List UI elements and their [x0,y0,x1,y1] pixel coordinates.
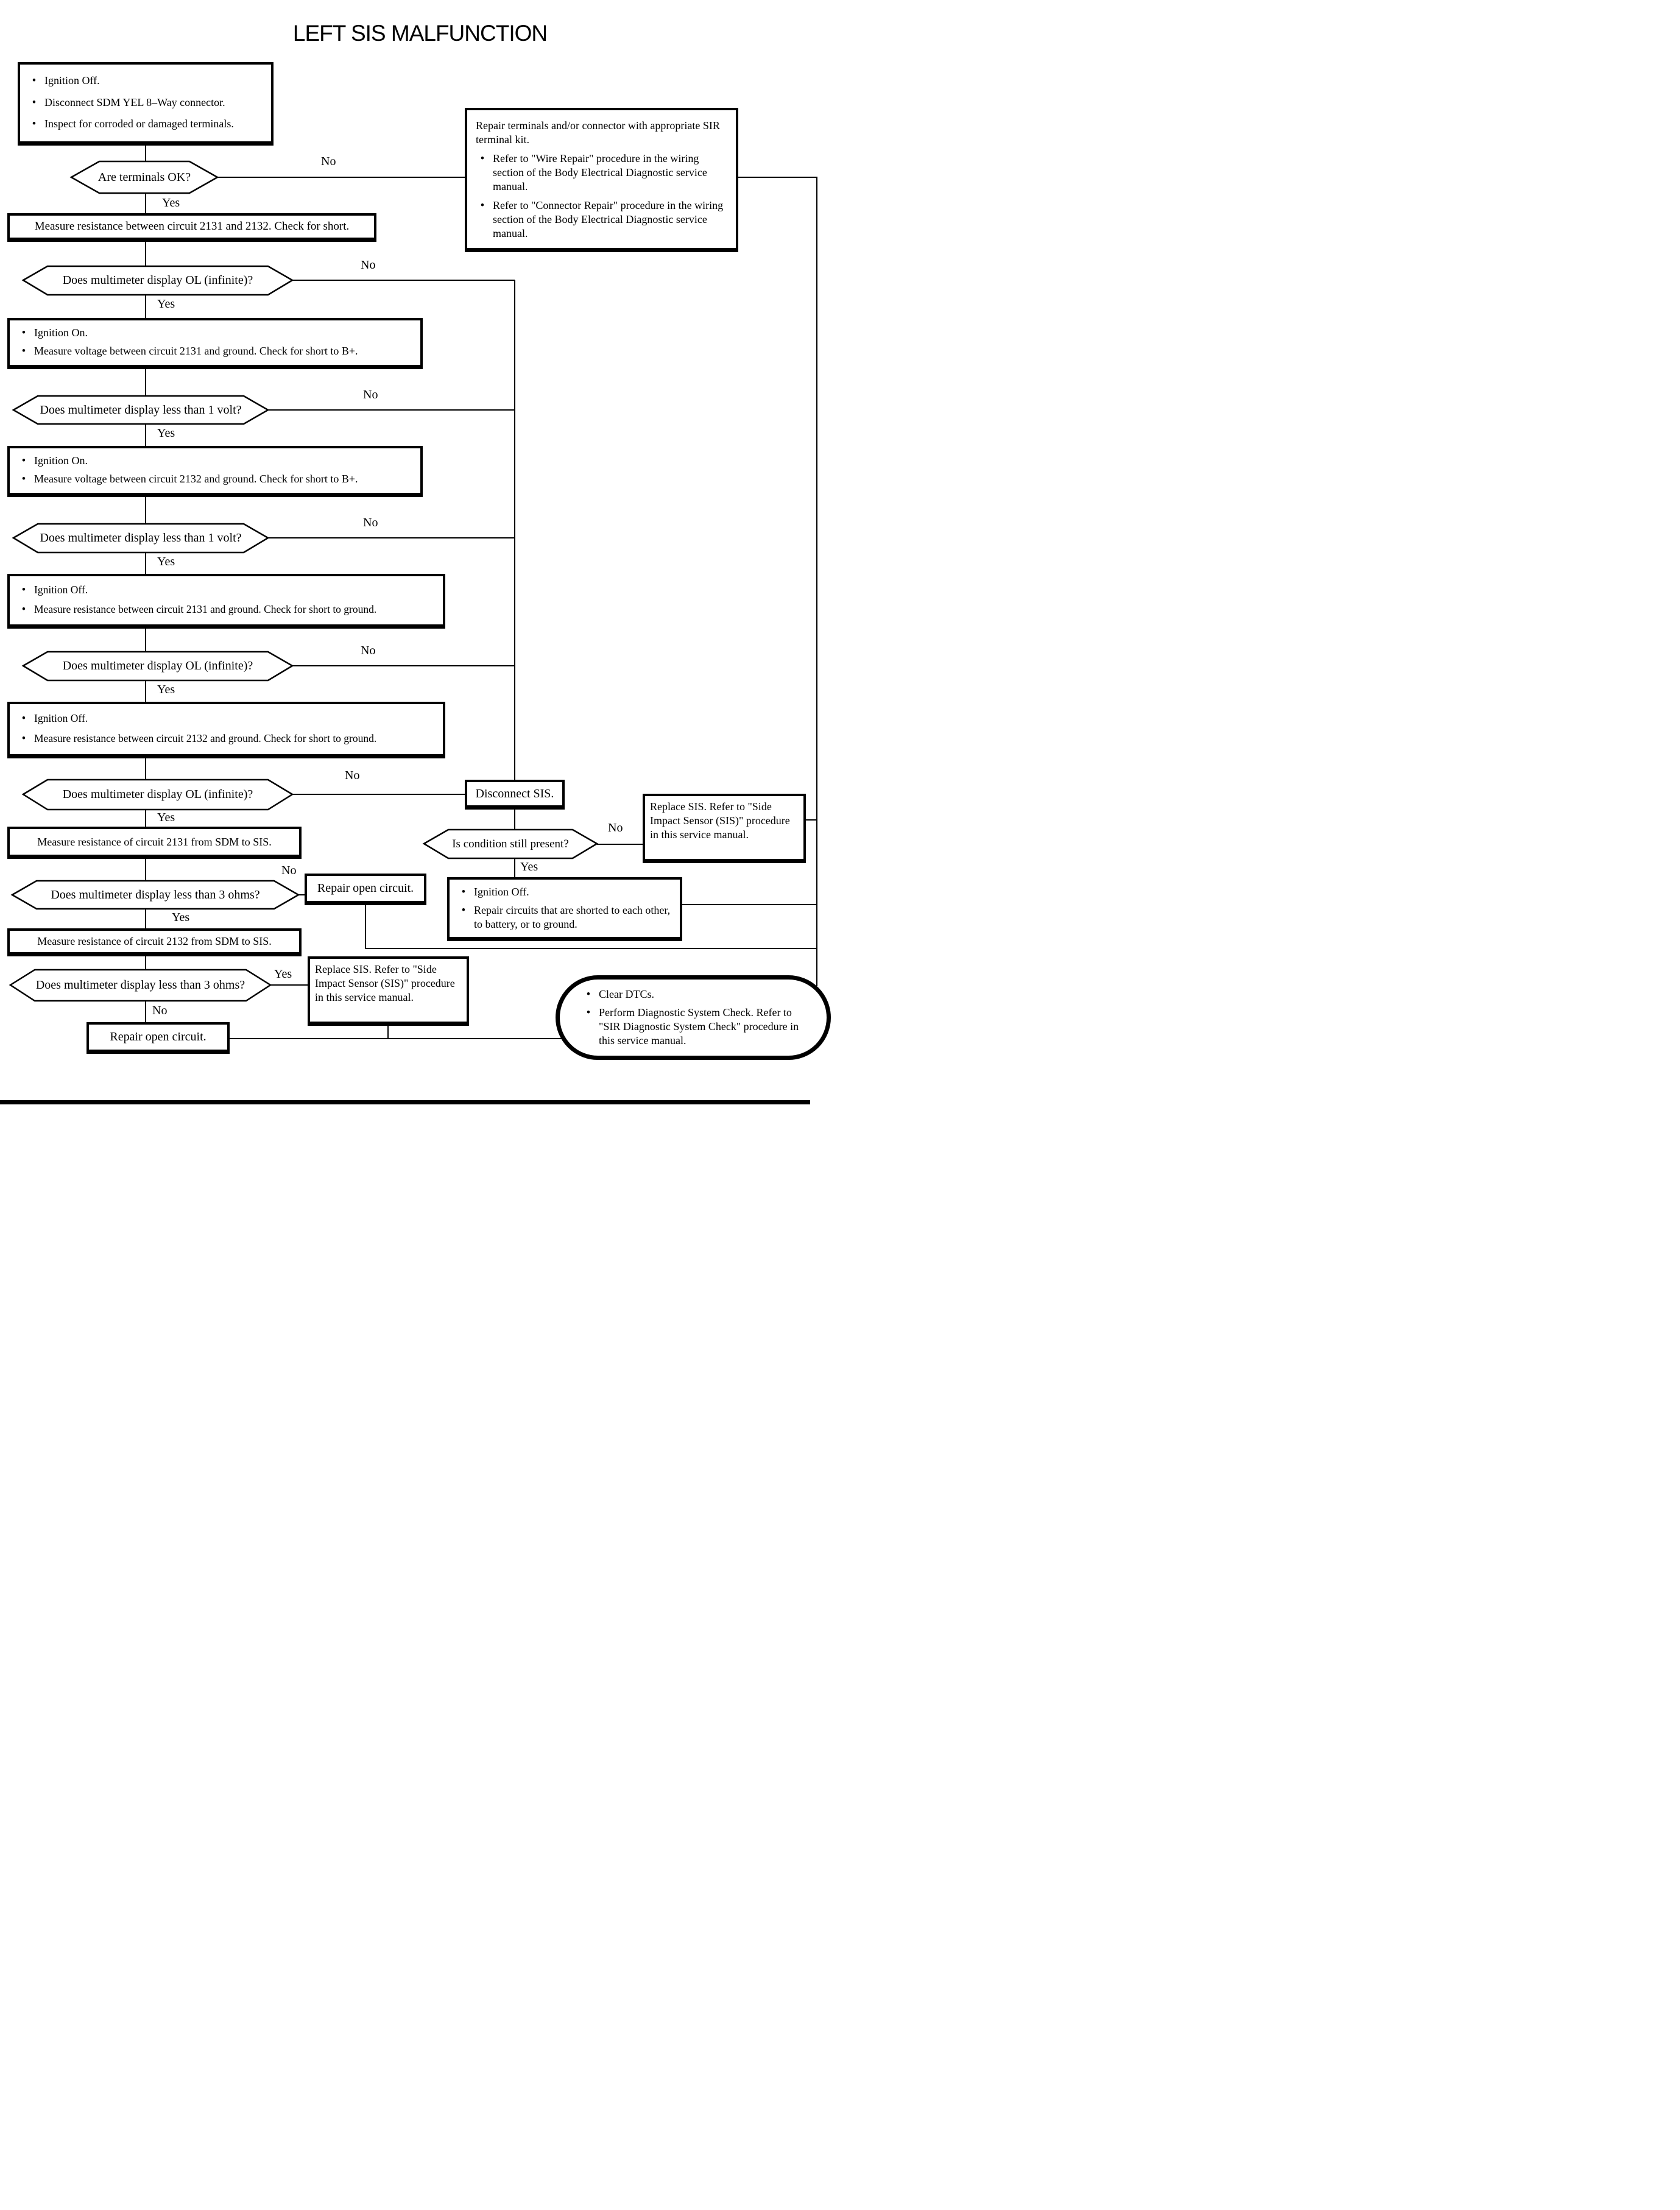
step-ign-off-2131-line1: • Ignition Off. [34,584,88,596]
step-measure-short [7,213,376,242]
step-measure-2132-sdm-text: Measure resistance of circuit 2132 from SDM to SIS. [37,935,272,947]
step-repair-shorts-line2: • Repair circuits that are shorted to each other, to battery, or to ground. [474,903,671,930]
step-ign-on-2131-line2: • Measure voltage between circuit 2131 and ground. Check for short to B+. [34,345,358,358]
step-start-line3: • Inspect for corroded or damaged terminals. [44,118,234,130]
edge-no-ol-2131: No [361,644,376,657]
step-repair-terminals [465,108,738,252]
step-measure-2132-sdm [7,928,302,956]
step-replace-sis-bottom-text: Replace SIS. Refer to "Side Impact Sensor (SIS)" procedure in this service manual. [315,963,455,1004]
step-measure-2131-sdm [7,827,302,859]
flowchart-page [0,0,840,1105]
edge-yes-cond-present: Yes [520,860,538,874]
decision-ol-short: Does multimeter display OL (infinite)? [62,274,253,287]
step-measure-short-text: Measure resistance between circuit 2131 and 2132. Check for short. [34,220,350,233]
page-bottom-rule [0,1100,810,1104]
step-repair-open-mid-text: Repair open circuit. [317,881,414,895]
edge-no-ol-short: No [361,258,376,272]
step-ign-off-2131-line2: • Measure resistance between circuit 2131 and ground. Check for short to ground. [34,603,377,616]
decision-lt1v-2131: Does multimeter display less than 1 volt? [40,403,242,417]
step-ign-off-2132-line2: • Measure resistance between circuit 2132 and ground. Check for short to ground. [34,732,377,745]
step-ign-on-2131 [7,318,423,369]
decision-lt1v-2132: Does multimeter display less than 1 volt? [40,531,242,545]
step-replace-sis-right [643,794,806,863]
step-repair-shorts-line1: • Ignition Off. [474,886,529,898]
decision-ol-2131-gnd: Does multimeter display OL (infinite)? [62,659,253,673]
step-final-line2: • Perform Diagnostic System Check. Refer to "SIR Diagnostic System Check" procedure in this service manual. [599,1006,799,1047]
edge-yes-lt3-2131: Yes [172,911,190,924]
step-replace-sis-bottom [308,956,469,1026]
step-start [18,62,274,146]
page-title: LEFT SIS MALFUNCTION [292,21,548,46]
step-final-line1: • Clear DTCs. [599,988,654,1001]
step-repair-open-bottom [86,1022,230,1054]
edge-yes-ol-2131: Yes [157,683,175,696]
step-ign-off-2132-line1: • Ignition Off. [34,712,88,725]
edge-yes-lt1v-2131: Yes [157,426,175,440]
step-ign-on-2132-line2: • Measure voltage between circuit 2132 and ground. Check for short to B+. [34,473,358,485]
edge-no-lt1v-2131: No [363,388,378,401]
edge-no-lt1v-2132: No [363,516,378,529]
step-repair-terminals-intro: Repair terminals and/or connector with appropriate SIR terminal kit. [476,119,720,146]
step-measure-2131-sdm-text: Measure resistance of circuit 2131 from SDM to SIS. [37,835,272,848]
edge-no-ol-2132: No [345,769,360,782]
edge-yes-lt3-2132: Yes [274,967,292,981]
edge-yes-ol-2132: Yes [157,811,175,824]
edge-no-lt3-2131: No [281,864,297,877]
edge-yes-terminals: Yes [162,196,180,210]
decision-lt3-2132: Does multimeter display less than 3 ohms? [35,978,245,992]
step-start-line2: • Disconnect SDM YEL 8–Way connector. [44,96,225,108]
step-ign-off-2132 [7,702,445,758]
edge-yes-lt1v-2132: Yes [157,555,175,568]
step-ign-on-2132 [7,446,423,497]
decision-ol-2132-gnd: Does multimeter display OL (infinite)? [62,788,253,801]
step-ign-on-2132-line1: • Ignition On. [34,454,88,467]
decision-terminals-ok: Are terminals OK? [97,170,191,184]
step-ign-on-2131-line1: • Ignition On. [34,327,88,339]
step-start-line1: • Ignition Off. [44,74,100,87]
step-disconnect-sis [465,780,565,810]
step-repair-terminals-bullet1: • Refer to "Wire Repair" procedure in the wiring section of the Body Electrical Diagnostic service manual. [493,152,707,193]
edge-no-terminals: No [321,155,336,168]
step-repair-shorts [447,877,682,941]
step-repair-terminals-bullet2: • Refer to "Connector Repair" procedure in the wiring section of the Body Electrical Diagnostic service manual. [493,199,724,240]
edge-no-cond-present: No [608,821,623,835]
decision-lt3-2131: Does multimeter display less than 3 ohms? [51,888,260,902]
step-disconnect-sis-text: Disconnect SIS. [475,786,554,800]
step-replace-sis-right-text: Replace SIS. Refer to "Side Impact Sensor (SIS)" procedure in this service manual. [650,800,790,841]
edge-yes-ol-short: Yes [157,297,175,311]
edge-no-lt3-2132: No [152,1004,168,1017]
step-repair-open-bottom-text: Repair open circuit. [110,1030,206,1043]
step-final [556,975,831,1060]
decision-cond-present: Is condition still present? [452,837,569,850]
step-ign-off-2131 [7,574,445,629]
step-repair-open-mid [305,874,426,905]
